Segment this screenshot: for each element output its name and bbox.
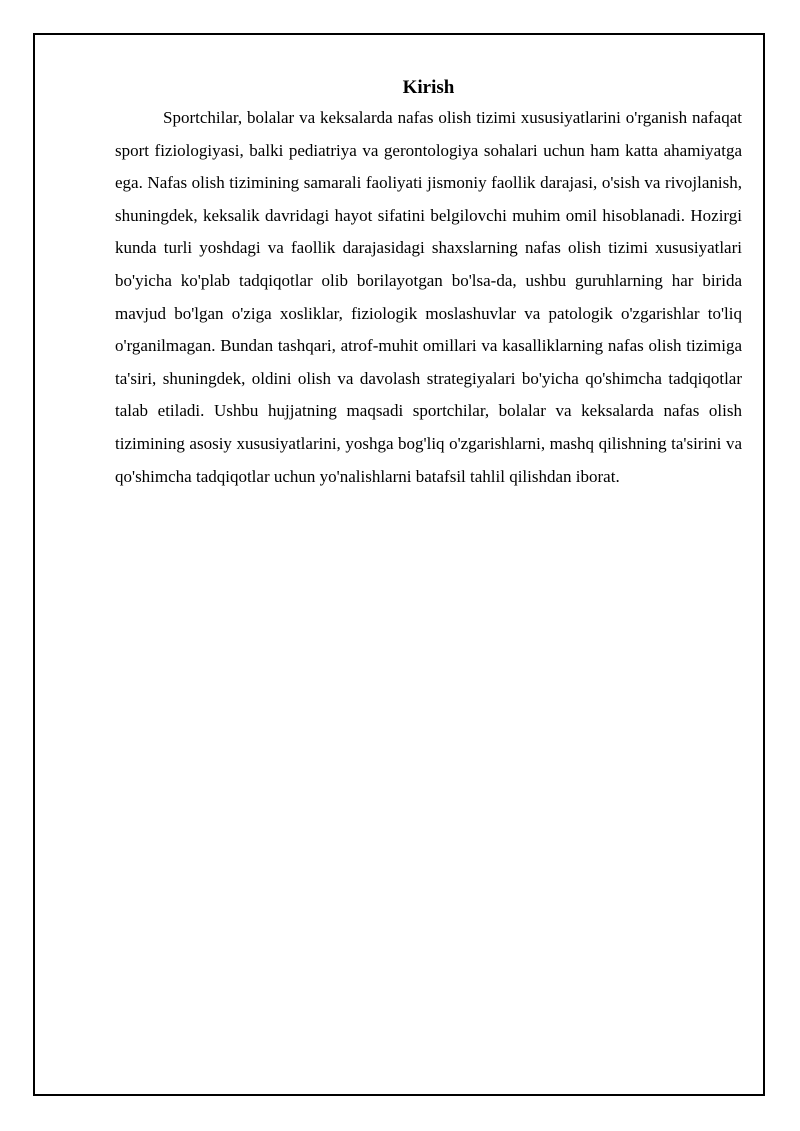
document-title: Kirish bbox=[402, 77, 455, 98]
intro-paragraph: Sportchilar, bolalar va keksalarda nafas olish tizimi xususiyatlarini o'rganish nafaqat sport fiziologiyasi, balki pediatriya va gerontologiya sohalari uchun ham katta ahamiyatga ega. Nafas olish tizimining samarali faoliyati jismoniy faollik darajasi, o'sish va rivojlanish, shuningdek, keksalik davridagi hayot sifatini belgilovchi muhim omil hisoblanadi. Hozirgi kunda turli yoshdagi va faollik darajasidagi shaxslarning nafas olish tizimi xususiyatlari bo'yicha ko'plab tadqiqotlar olib borilayotgan bo'lsa-da, ushbu guruhlarning har birida mavjud bo'lgan o'ziga xosliklar, fiziologik moslashuvlar va patologik o'zgarishlar to'liq o'rganilmagan. Bundan tashqari, atrof-muhit omillari va kasalliklarning nafas olish tizimiga ta'siri, shuningdek, oldini olish va davolash strategiyalari bo'yicha qo'shimcha tadqiqotlar talab etiladi. Ushbu hujjatning maqsadi sportchilar, bolalar va keksalarda nafas olish tizimining asosiy xususiyatlarini, yoshga bog'liq o'zgarishlarni, mashq qilishning ta'sirini va qo'shimcha tadqiqotlar uchun yo'nalishlarni batafsil tahlil qilishdan iborat. bbox=[115, 108, 742, 486]
document-content bbox=[115, 76, 742, 493]
